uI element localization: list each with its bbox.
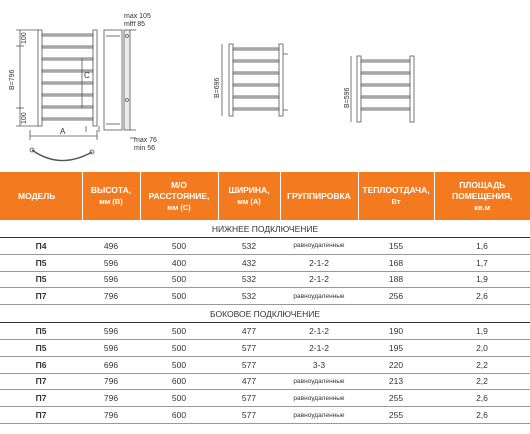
cell-room-area: 2,0	[434, 339, 530, 356]
table-header	[0, 172, 530, 220]
cell-grouping: 2-1-2	[280, 254, 358, 271]
max-bottom-label: max 76	[134, 137, 157, 144]
min-bottom-label: min 56	[134, 145, 156, 152]
section-header	[0, 305, 530, 323]
cell-room-area: 1,6	[434, 238, 530, 255]
cell-heat-output: 188	[358, 271, 434, 288]
cell-room-area: 2,6	[434, 390, 530, 407]
cell-room-area: 2,2	[434, 356, 530, 373]
cell-heat-output: 255	[358, 390, 434, 407]
header-grouping: ГРУППИРОВКА	[280, 172, 358, 220]
cell-room-area: 1,7	[434, 254, 530, 271]
cell-height: 596	[82, 323, 140, 340]
header-height: ВЫСОТА, мм (В)	[82, 172, 140, 220]
cell-room-area: 2,6	[434, 407, 530, 424]
cell-room-area: 2,2	[434, 373, 530, 390]
header-width: ШИРИНА, мм (А)	[218, 172, 280, 220]
cell-grouping: 2-1-2	[280, 339, 358, 356]
min-top-label: min 85	[124, 21, 146, 28]
cell-width: 577	[218, 356, 280, 373]
cell-room-area: 2,6	[434, 288, 530, 305]
header-heat-output: ТЕПЛООТДАЧА, Вт	[358, 172, 434, 220]
front-view-drawing	[16, 30, 99, 161]
table-row	[0, 356, 530, 373]
dim-a-label: A	[60, 127, 66, 136]
cell-heat-output: 190	[358, 323, 434, 340]
cell-grouping: равноудаленные	[280, 407, 358, 424]
cell-width: 532	[218, 238, 280, 255]
cell-height: 796	[82, 390, 140, 407]
dim-bottom-label: 100	[21, 112, 28, 124]
spec-table	[0, 172, 530, 424]
cell-distance: 500	[140, 288, 218, 305]
cell-distance: 500	[140, 238, 218, 255]
cell-room-area: 1,9	[434, 271, 530, 288]
header-distance: М/О РАССТОЯНИЕ, мм (С)	[140, 172, 218, 220]
section-title: НИЖНЕЕ ПОДКЛЮЧЕНИЕ	[0, 220, 530, 238]
cell-heat-output: 213	[358, 373, 434, 390]
cell-model: П5	[0, 271, 82, 288]
cell-heat-output: 195	[358, 339, 434, 356]
table-row	[0, 254, 530, 271]
cell-width: 477	[218, 373, 280, 390]
cell-model: П7	[0, 373, 82, 390]
cell-distance: 400	[140, 254, 218, 271]
cell-distance: 500	[140, 271, 218, 288]
mid-height-label: B=696	[214, 77, 221, 98]
cell-height: 596	[82, 339, 140, 356]
cell-grouping: 3-3	[280, 356, 358, 373]
small-rail-drawing	[351, 56, 414, 122]
cell-model: П5	[0, 323, 82, 340]
table-row	[0, 323, 530, 340]
technical-drawings	[0, 0, 530, 172]
max-top-label: max 105	[124, 13, 151, 20]
section-header	[0, 220, 530, 238]
header-model: МОДЕЛЬ	[0, 172, 82, 220]
cell-distance: 500	[140, 339, 218, 356]
cell-model: П7	[0, 288, 82, 305]
dim-height-label: B=796	[9, 69, 16, 90]
table-row	[0, 390, 530, 407]
section-title: БОКОВОЕ ПОДКЛЮЧЕНИЕ	[0, 305, 530, 323]
cell-grouping: равноудаленные	[280, 373, 358, 390]
cell-grouping: равноудаленные	[280, 288, 358, 305]
cell-distance: 600	[140, 373, 218, 390]
middle-rail-drawing	[222, 44, 288, 116]
table-row	[0, 407, 530, 424]
cell-height: 796	[82, 373, 140, 390]
cell-heat-output: 255	[358, 407, 434, 424]
cell-heat-output: 256	[358, 288, 434, 305]
side-view-drawing	[104, 22, 136, 138]
cell-width: 577	[218, 339, 280, 356]
table-row	[0, 288, 530, 305]
cell-heat-output: 155	[358, 238, 434, 255]
cell-height: 796	[82, 407, 140, 424]
cell-width: 477	[218, 323, 280, 340]
cell-grouping: равноудаленные	[280, 390, 358, 407]
table-row	[0, 339, 530, 356]
cell-heat-output: 220	[358, 356, 434, 373]
cell-height: 496	[82, 238, 140, 255]
cell-width: 532	[218, 271, 280, 288]
cell-model: П5	[0, 254, 82, 271]
cell-width: 532	[218, 288, 280, 305]
cell-grouping: 2-1-2	[280, 271, 358, 288]
cell-width: 432	[218, 254, 280, 271]
cell-grouping: равноудаленные	[280, 238, 358, 255]
cell-model: П7	[0, 407, 82, 424]
cell-height: 696	[82, 356, 140, 373]
cell-distance: 500	[140, 390, 218, 407]
cell-model: П5	[0, 339, 82, 356]
cell-width: 577	[218, 407, 280, 424]
table-row	[0, 271, 530, 288]
cell-room-area: 1,9	[434, 323, 530, 340]
cell-height: 596	[82, 254, 140, 271]
table-row	[0, 238, 530, 255]
cell-distance: 500	[140, 356, 218, 373]
dim-top-label: 100	[21, 32, 28, 44]
cell-model: П4	[0, 238, 82, 255]
cell-grouping: 2-1-2	[280, 323, 358, 340]
dim-c-label: C	[84, 71, 90, 80]
cell-height: 596	[82, 271, 140, 288]
header-room-area: ПЛОЩАДЬ ПОМЕЩЕНИЯ, кв.м	[434, 172, 530, 220]
cell-model: П6	[0, 356, 82, 373]
table-row	[0, 373, 530, 390]
cell-model: П7	[0, 390, 82, 407]
cell-heat-output: 168	[358, 254, 434, 271]
cell-distance: 500	[140, 323, 218, 340]
small-height-label: B=596	[344, 87, 351, 108]
table-body	[0, 220, 530, 423]
cell-height: 796	[82, 288, 140, 305]
cell-distance: 600	[140, 407, 218, 424]
cell-width: 577	[218, 390, 280, 407]
